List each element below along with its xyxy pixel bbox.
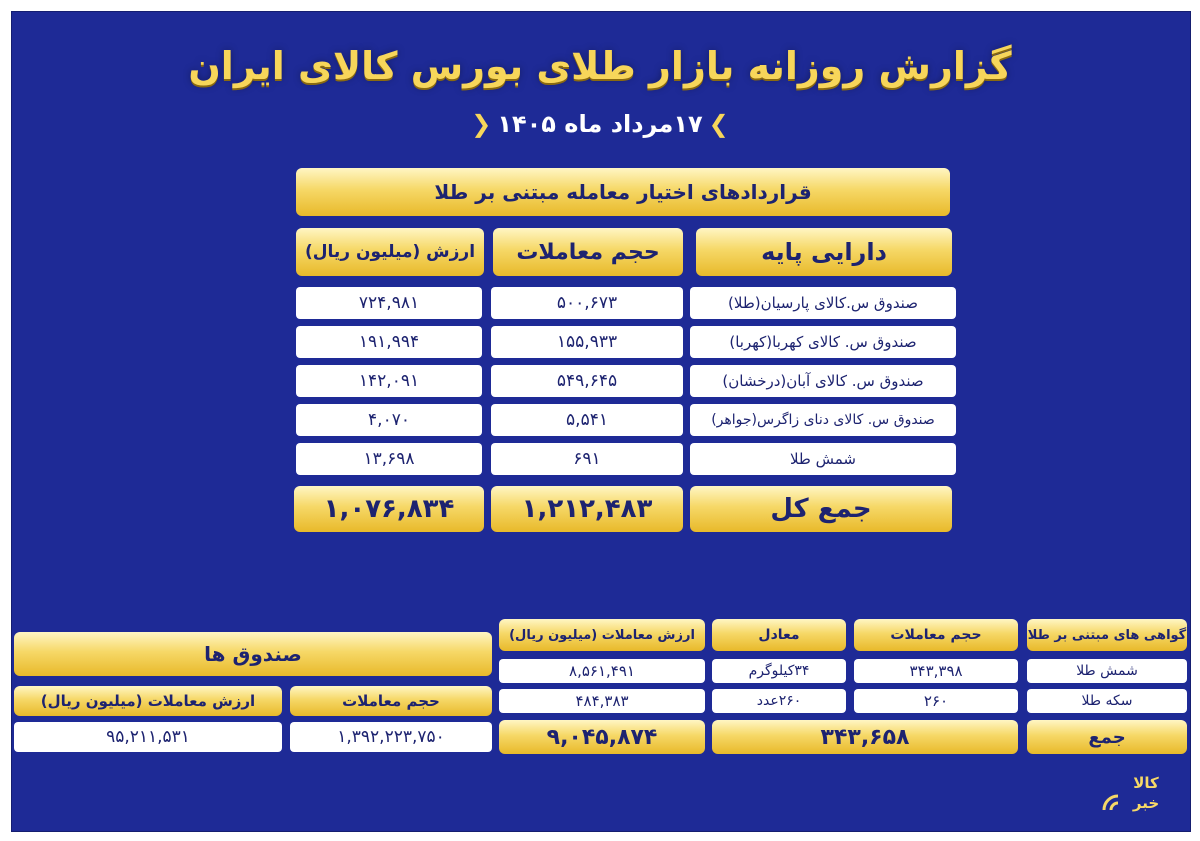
report-date: ۱۷مرداد ماه ۱۴۰۵ (497, 110, 703, 138)
options-row-value: ۷۲۴,۹۸۱ (296, 287, 482, 319)
certificates-total-label: جمع (1027, 720, 1187, 754)
certificates-header-name: گواهی های مبتنی بر طلا (1027, 619, 1187, 651)
options-row-value: ۱۴۲,۰۹۱ (296, 365, 482, 397)
funds-value: ۹۵,۲۱۱,۵۳۱ (14, 722, 282, 752)
options-header-value: ارزش (میلیون ریال) (296, 228, 484, 276)
certificates-header-equivalent: معادل (712, 619, 846, 651)
bracket-left-icon: ❮ (471, 110, 492, 138)
certificates-row-equivalent: ۲۶۰عدد (712, 689, 846, 713)
certificates-total-volume: ۳۴۳,۶۵۸ (712, 720, 1018, 754)
certificates-total-value: ۹,۰۴۵,۸۷۴ (499, 720, 705, 754)
bracket-right-icon: ❯ (708, 110, 729, 138)
options-row-volume: ۵,۵۴۱ (491, 404, 683, 436)
svg-text:خبر: خبر (1132, 794, 1160, 812)
options-header-asset: دارایی پایه (696, 228, 952, 276)
options-row-volume: ۵۴۹,۶۴۵ (491, 365, 683, 397)
certificates-row-equivalent: ۳۴کیلوگرم (712, 659, 846, 683)
certificates-row-value: ۸,۵۶۱,۴۹۱ (499, 659, 705, 683)
certificates-row-name: شمش طلا (1027, 659, 1187, 683)
options-row-value: ۱۹۱,۹۹۴ (296, 326, 482, 358)
certificates-header-value: ارزش معاملات (میلیون ریال) (499, 619, 705, 651)
certificates-row-value: ۴۸۴,۳۸۳ (499, 689, 705, 713)
report-title: گزارش روزانه بازار طلای بورس کالای ایران (188, 44, 1012, 88)
options-total-volume: ۱,۲۱۲,۴۸۳ (491, 486, 683, 532)
funds-header-volume: حجم معاملات (290, 686, 492, 716)
options-total-label: جمع کل (690, 486, 952, 532)
options-row-value: ۴,۰۷۰ (296, 404, 482, 436)
options-section-title: قراردادهای اختیار معامله مبتنی بر طلا (296, 168, 950, 216)
options-header-volume: حجم معاملات (493, 228, 683, 276)
report-date-line (0, 104, 1200, 144)
options-row-volume: ۱۵۵,۹۳۳ (491, 326, 683, 358)
options-total-value: ۱,۰۷۶,۸۳۴ (294, 486, 484, 532)
kala-khabar-logo-icon (1098, 770, 1178, 816)
certificates-row-volume: ۳۴۳,۳۹۸ (854, 659, 1018, 683)
options-row-volume: ۵۰۰,۶۷۳ (491, 287, 683, 319)
options-row-value: ۱۳,۶۹۸ (296, 443, 482, 475)
options-row-asset: صندوق س. کالای دنای زاگرس(جواهر) (690, 404, 956, 436)
options-row-asset: صندوق س.کالای پارسیان(طلا) (690, 287, 956, 319)
funds-title: صندوق ها (14, 632, 492, 676)
svg-text:کالا: کالا (1133, 774, 1159, 792)
options-row-asset: صندوق س. کالای آبان(درخشان) (690, 365, 956, 397)
options-row-asset: صندوق س. کالای کهربا(کهربا) (690, 326, 956, 358)
options-row-volume: ۶۹۱ (491, 443, 683, 475)
certificates-header-volume: حجم معاملات (854, 619, 1018, 651)
funds-header-value: ارزش معاملات (میلیون ریال) (14, 686, 282, 716)
certificates-row-name: سکه طلا (1027, 689, 1187, 713)
certificates-row-volume: ۲۶۰ (854, 689, 1018, 713)
funds-volume: ۱,۳۹۲,۲۲۳,۷۵۰ (290, 722, 492, 752)
options-row-asset: شمش طلا (690, 443, 956, 475)
